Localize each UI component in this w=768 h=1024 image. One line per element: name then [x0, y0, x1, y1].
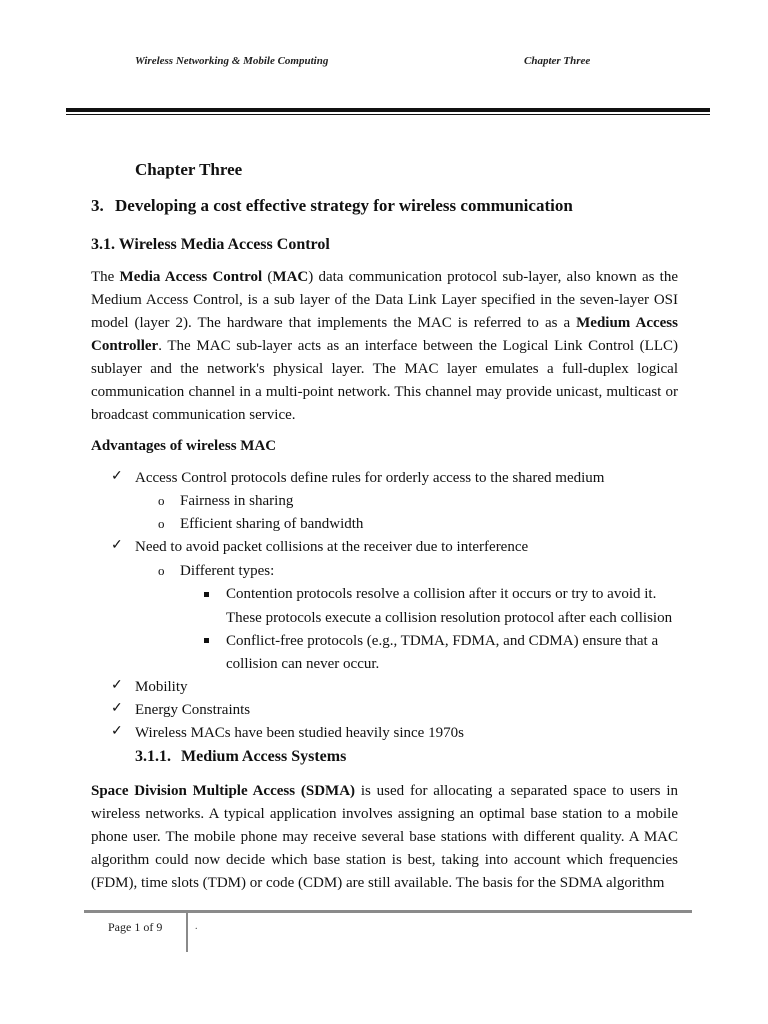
text-run: is used for allocating a separated space to users in wireless networks. A typical application involves assigning an optimal base station to a mobile phone user. The mobile phone may receive several base stations with different quality. A MAC algorithm could now decide which base station is best, taking into account which frequencies (FDM), time slots (TDM) or code (CDM) are still available. The basis for the SDMA algorithm	[91, 783, 678, 891]
list-item: Need to avoid packet collisions at the receiver due to interference	[135, 539, 529, 555]
section-title: Developing a cost effective strategy for wireless communication	[115, 196, 573, 215]
text-run: . The MAC sub-layer acts as an interface between the Logical Link Control (LLC) sublayer and the network's physical layer. The MAC layer emulates a full-duplex logical communication channel in a multi-point network. This channel may provide unicast, multicast or broadcast communication service.	[91, 338, 678, 423]
subsubsection-title: Medium Access Systems	[181, 748, 347, 765]
subsubsection-number: 3.1.1.	[135, 748, 171, 765]
text-run: (	[262, 269, 273, 285]
list-item: Fairness in sharing	[180, 493, 294, 509]
square-bullet-icon	[204, 638, 209, 643]
header-rule-thick	[66, 108, 710, 112]
checkmark-icon: ✓	[111, 678, 123, 693]
circle-bullet-icon: o	[158, 493, 165, 508]
chapter-title: Chapter Three	[135, 160, 243, 179]
list-item-continuation: These protocols execute a collision resolution protocol after each collision	[226, 610, 673, 626]
footer-rule	[84, 910, 692, 913]
checkmark-icon: ✓	[111, 469, 123, 484]
list-item: Mobility	[135, 679, 188, 695]
list-item: Wireless MACs have been studied heavily since 1970s	[135, 725, 464, 741]
list-item-continuation: collision can never occur.	[226, 656, 380, 672]
square-bullet-icon	[204, 592, 209, 597]
bold-term: MAC	[272, 269, 309, 285]
footer-mark: .	[195, 921, 198, 932]
subsection-heading: 3.1. Wireless Media Access Control	[91, 236, 330, 253]
list-item: Access Control protocols define rules for orderly access to the shared medium	[135, 470, 605, 486]
sdma-paragraph	[91, 780, 678, 895]
text-run: The	[91, 269, 120, 285]
footer-divider	[186, 912, 188, 952]
page-number: Page 1 of 9	[108, 920, 163, 934]
mac-paragraph	[91, 266, 678, 427]
list-item: Energy Constraints	[135, 702, 251, 718]
bold-term: Medium Access Controller	[91, 315, 678, 354]
bold-term: Space Division Multiple Access (SDMA)	[91, 783, 356, 799]
checkmark-icon: ✓	[111, 538, 123, 553]
subsubsection-heading	[135, 748, 346, 766]
checkmark-icon: ✓	[111, 724, 123, 739]
running-header-chapter: Chapter Three	[524, 55, 591, 67]
running-header-title: Wireless Networking & Mobile Computing	[135, 55, 329, 67]
list-item: Different types:	[180, 563, 275, 579]
list-item: Conflict-free protocols (e.g., TDMA, FDMA, and CDMA) ensure that a	[226, 633, 659, 649]
header-rule-thin	[66, 114, 710, 115]
list-item: Contention protocols resolve a collision after it occurs or try to avoid it.	[226, 586, 657, 602]
bold-term: Media Access Control	[119, 269, 263, 285]
circle-bullet-icon: o	[158, 563, 165, 578]
circle-bullet-icon: o	[158, 516, 165, 531]
list-item: Efficient sharing of bandwidth	[180, 516, 364, 532]
section-number: 3.	[91, 196, 104, 215]
checkmark-icon: ✓	[111, 701, 123, 716]
text-run: ) data communication protocol sub-layer, also known as the Medium Access Control, is a sub layer of the Data Link Layer specified in the seven-layer OSI model (layer 2). The hardware that implements the MAC is referred to as a	[91, 269, 679, 331]
advantages-heading: Advantages of wireless MAC	[91, 438, 277, 454]
section-heading	[91, 196, 573, 216]
